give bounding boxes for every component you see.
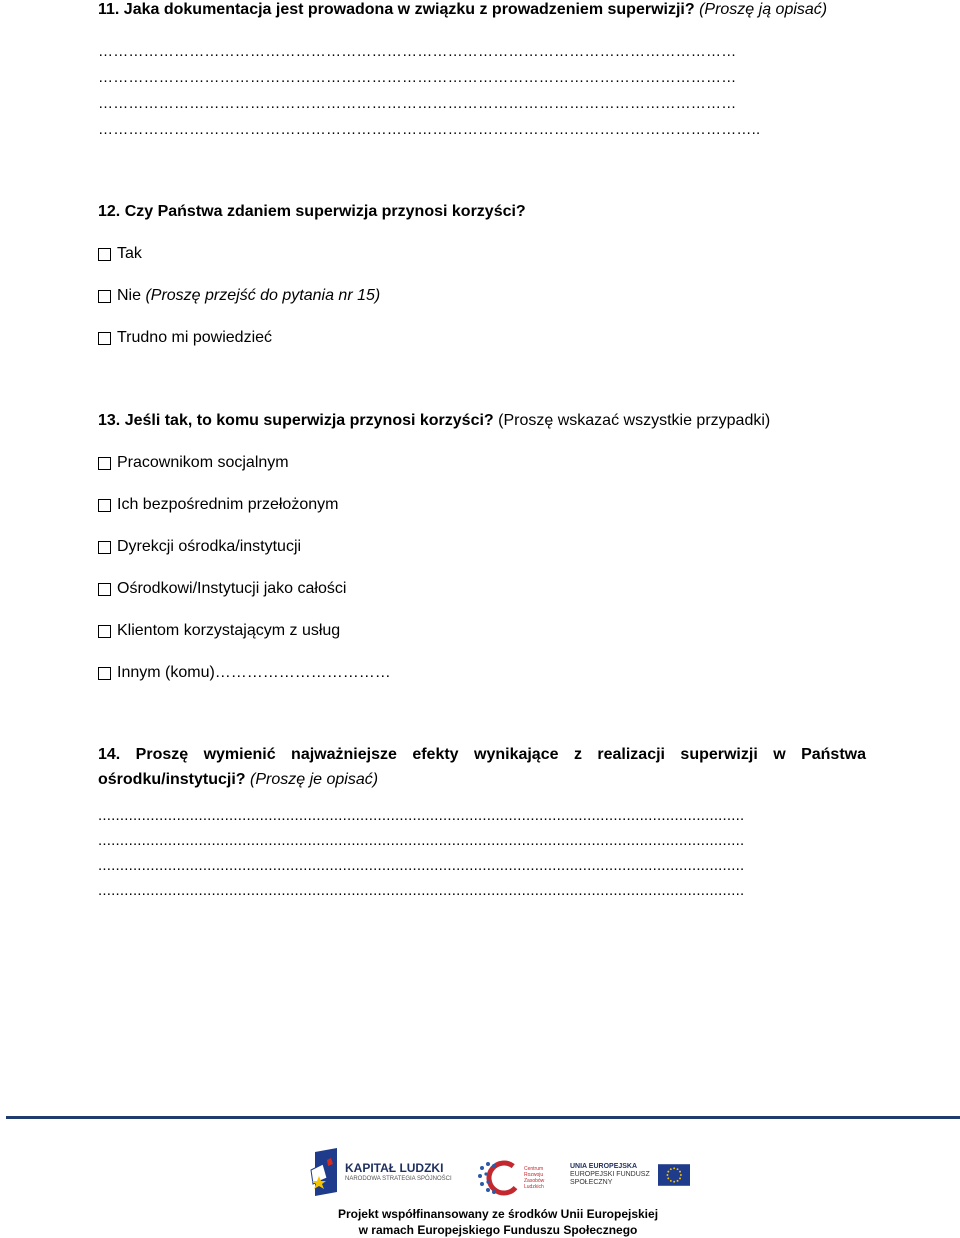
checkbox-icon[interactable] xyxy=(98,499,111,512)
question-12-label: 12. Czy Państwa zdaniem superwizja przynosi korzyści? xyxy=(98,203,526,220)
option-dyrekcji[interactable] xyxy=(98,537,301,557)
option-trudno[interactable] xyxy=(98,328,272,348)
option-innym[interactable] xyxy=(98,663,391,683)
question-14-hint: (Proszę je opisać) xyxy=(250,771,379,788)
answer-line[interactable]: ……………………………………………………………………………………………………………… xyxy=(98,95,737,112)
answer-line[interactable]: ………………………………………………………………………………………………………………….. xyxy=(98,121,761,138)
option-hint: (Proszę przejść do pytania nr 15) xyxy=(145,287,381,304)
checkbox-icon[interactable] xyxy=(98,457,111,470)
question-11-hint: (Proszę ją opisać) xyxy=(699,1,828,18)
option-nie[interactable] xyxy=(98,286,380,306)
checkbox-icon[interactable] xyxy=(98,625,111,638)
checkbox-icon[interactable] xyxy=(98,332,111,345)
answer-line[interactable]: .................................................................................................................................................... xyxy=(98,882,745,899)
checkbox-icon[interactable] xyxy=(98,248,111,261)
question-14-cont xyxy=(98,767,378,792)
kapital-ludzki-subtitle: NARODOWA STRATEGIA SPÓJNOŚCI xyxy=(345,1175,452,1182)
option-label: Trudno mi powiedzieć xyxy=(117,329,273,346)
answer-line[interactable]: ……………………………………………………………………………………………………………… xyxy=(98,69,737,86)
answer-line[interactable]: .................................................................................................................................................... xyxy=(98,857,745,874)
kapital-ludzki-title: KAPITAŁ LUDZKI xyxy=(345,1160,444,1175)
footer-line-2: w ramach Europejskiego Funduszu Społecznego xyxy=(358,1223,638,1237)
crzl-text: Centrum Rozwoju Zasobów Ludzkich xyxy=(524,1166,545,1190)
option-label: Innym (komu)…………………………… xyxy=(117,664,391,681)
option-label: Pracownikom socjalnym xyxy=(117,454,289,471)
option-pracownikom[interactable] xyxy=(98,453,289,473)
question-13 xyxy=(98,411,770,431)
kapital-ludzki-emblem-icon xyxy=(309,1148,339,1196)
question-14-label-cont: ośrodku/instytucji? xyxy=(98,771,246,788)
crzl-emblem-icon xyxy=(476,1160,522,1196)
option-label: Klientom korzystającym z usług xyxy=(117,622,341,639)
option-label: Dyrekcji ośrodka/instytucji xyxy=(117,538,302,555)
crzl-logo xyxy=(476,1158,556,1198)
option-label: Ich bezpośrednim przełożonym xyxy=(117,496,339,513)
footer-line-1: Projekt współfinansowany ze środków Unii Europejskiej xyxy=(337,1207,659,1221)
answer-line[interactable]: .................................................................................................................................................... xyxy=(98,807,745,824)
option-osrodkowi[interactable] xyxy=(98,579,346,599)
option-label: Tak xyxy=(117,245,142,262)
eu-title: UNIA EUROPEJSKA xyxy=(570,1163,638,1170)
option-klientom[interactable] xyxy=(98,621,340,641)
checkbox-icon[interactable] xyxy=(98,290,111,303)
eu-subtitle: EUROPEJSKI FUNDUSZ SPOŁECZNY xyxy=(570,1171,650,1186)
eu-logo xyxy=(570,1158,690,1192)
answer-line[interactable]: .................................................................................................................................................... xyxy=(98,832,745,849)
question-13-label: 13. Jeśli tak, to komu superwizja przynosi korzyści? xyxy=(98,412,494,429)
question-14-label: 14. Proszę wymienić najważniejsze efekty wynikające z realizacji superwizji w Państwa xyxy=(98,746,866,763)
checkbox-icon[interactable] xyxy=(98,583,111,596)
option-label: Nie xyxy=(117,287,146,304)
checkbox-icon[interactable] xyxy=(98,541,111,554)
answer-line[interactable]: ……………………………………………………………………………………………………………… xyxy=(98,43,737,60)
option-tak[interactable] xyxy=(98,244,142,264)
kapital-ludzki-logo xyxy=(309,1147,469,1197)
option-przelozonym[interactable] xyxy=(98,495,338,515)
footer-divider xyxy=(6,1116,960,1119)
eu-flag-icon xyxy=(658,1159,690,1191)
question-13-hint: (Proszę wskazać wszystkie przypadki) xyxy=(498,412,771,429)
option-label: Ośrodkowi/Instytucji jako całości xyxy=(117,580,347,597)
question-11-label: 11. Jaka dokumentacja jest prowadona w związku z prowadzeniem superwizji? xyxy=(98,1,695,18)
checkbox-icon[interactable] xyxy=(98,667,111,680)
question-11 xyxy=(98,0,827,20)
